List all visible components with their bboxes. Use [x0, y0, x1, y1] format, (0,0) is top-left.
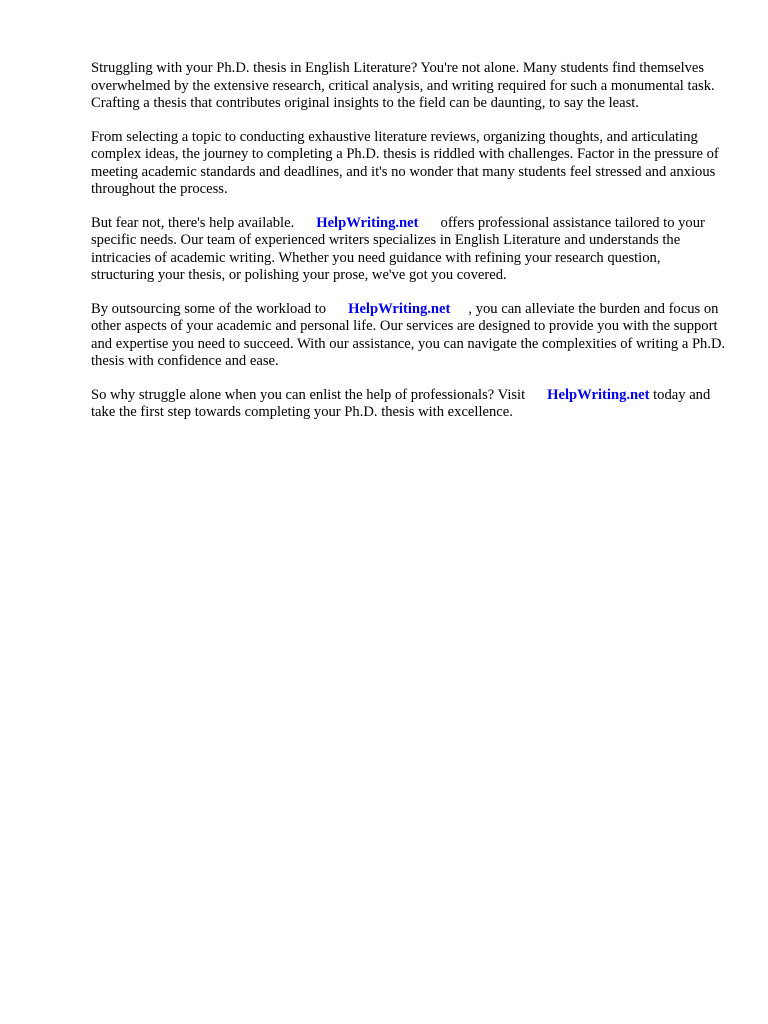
paragraph-text: today and take the first step towards completing your Ph.D. thesis with excellence.: [91, 386, 711, 420]
helpwriting-link[interactable]: HelpWriting.net: [348, 300, 451, 317]
paragraph-text: By outsourcing some of the workload to: [91, 300, 327, 317]
paragraph-text: So why struggle alone when you can enlist the help of professionals? Visit: [91, 386, 526, 403]
helpwriting-link[interactable]: HelpWriting.net: [547, 386, 650, 403]
paragraph-call-to-action: [91, 387, 726, 422]
paragraph-outsourcing: [91, 301, 726, 371]
paragraph-challenges: From selecting a topic to conducting exhaustive literature reviews, organizing thoughts, and articulating complex ideas, the journey to completing a Ph.D. thesis is riddled with challenges. Factor in the pressure of meeting academic standards and deadlines, and it's no wonder that many students feel stressed and anxious throughout the process.: [91, 128, 719, 197]
paragraph-help-available: [91, 215, 726, 285]
document-page: [91, 60, 726, 438]
paragraph-text: But fear not, there's help available.: [91, 214, 295, 231]
paragraph-intro: Struggling with your Ph.D. thesis in English Literature? You're not alone. Many students find themselves overwhelmed by the extensive research, critical analysis, and writing required for such a monumental task. Crafting a thesis that contributes original insights to the field can be daunting, to say the least.: [91, 60, 715, 111]
helpwriting-link[interactable]: HelpWriting.net: [316, 214, 419, 231]
paragraph-text: , you can alleviate the burden and focus on other aspects of your academic and personal life. Our services are designed to provide you with the support and expertise you need to succeed. With our assistance, you can navigate the complexities of writing a Ph.D. thesis with confidence and ease.: [91, 300, 726, 369]
paragraph-text: offers professional assistance tailored to your specific needs. Our team of experienced writers specializes in English Literature and understands the intricacies of academic writing. Whether you need guidance with refining your research question, structuring your thesis, or polishing your prose, we've got you covered.: [91, 214, 705, 283]
